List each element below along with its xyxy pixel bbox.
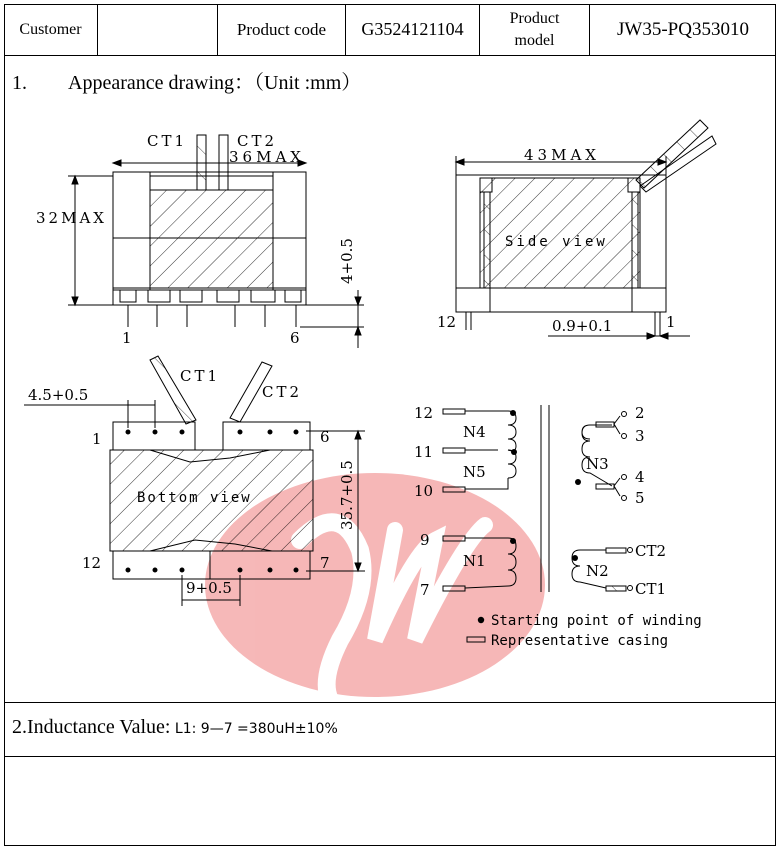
winding-n3: N3 bbox=[586, 455, 609, 473]
product-code-label: Product code bbox=[218, 4, 346, 55]
section-divider bbox=[4, 702, 776, 703]
bottom-height-dim: 35.7+0.5 bbox=[338, 460, 356, 530]
bottom-pin-1: 1 bbox=[92, 430, 102, 448]
winding-n4: N4 bbox=[463, 423, 486, 441]
front-width-dim: 36MAX bbox=[229, 148, 305, 166]
legend-starting-point: Starting point of winding bbox=[491, 613, 702, 629]
section2-title-text: 2.Inductance Value: bbox=[12, 716, 171, 738]
inductance-value: L1: 9—7 =380uH±10% bbox=[170, 721, 338, 737]
bottom-ct2-label: CT2 bbox=[262, 383, 303, 401]
schematic-pin-7: 7 bbox=[420, 581, 430, 599]
schematic-pin-5: 5 bbox=[635, 489, 645, 507]
side-view-label: Side view bbox=[505, 234, 608, 250]
front-height-dim: 32MAX bbox=[36, 209, 107, 227]
bottom-pin-12: 12 bbox=[82, 554, 102, 572]
schematic-pin-2: 2 bbox=[635, 404, 645, 422]
front-pin-1: 1 bbox=[122, 329, 132, 347]
section2-title bbox=[12, 716, 338, 739]
front-pin-6: 6 bbox=[290, 329, 300, 347]
schematic-pin-3: 3 bbox=[635, 427, 645, 445]
side-width-dim: 43MAX bbox=[524, 146, 600, 164]
side-pin-small: 1 bbox=[666, 313, 676, 331]
schematic-pin-10: 10 bbox=[414, 482, 434, 500]
product-model-label-line1: Product bbox=[509, 9, 560, 27]
product-model-value: JW35-PQ353010 bbox=[617, 18, 749, 40]
section1-number: 1. bbox=[12, 72, 27, 94]
schematic-pin-11: 11 bbox=[414, 443, 434, 461]
schematic-pin-12: 12 bbox=[414, 404, 434, 422]
winding-n1: N1 bbox=[463, 552, 486, 570]
bottom-ct1-label: CT1 bbox=[180, 367, 221, 385]
bottom-offset-dim: 4.5+0.5 bbox=[28, 386, 89, 404]
bottom-pin-7: 7 bbox=[320, 554, 330, 572]
winding-n5: N5 bbox=[463, 463, 486, 481]
front-view bbox=[68, 135, 364, 348]
side-pin-12: 12 bbox=[437, 313, 457, 331]
bottom-view-label: Bottom view bbox=[137, 490, 252, 506]
schematic-pin-9: 9 bbox=[420, 531, 430, 549]
section-divider-2 bbox=[4, 756, 776, 757]
front-ct1-label: CT1 bbox=[147, 132, 188, 150]
customer-label: Customer bbox=[4, 4, 98, 55]
schematic-ct2: CT2 bbox=[635, 542, 667, 560]
product-model-label-line2: model bbox=[514, 31, 555, 49]
legend-casing: Representative casing bbox=[491, 633, 669, 649]
schematic-ct1: CT1 bbox=[635, 580, 667, 598]
winding-n2: N2 bbox=[586, 562, 609, 580]
section1-title-text: Appearance drawing：（Unit :mm） bbox=[68, 72, 362, 94]
bottom-spacing-dim: 9+0.5 bbox=[186, 579, 232, 597]
front-pin-dim: 4+0.5 bbox=[338, 238, 356, 284]
product-code-value: G3524121104 bbox=[346, 4, 480, 55]
front-ct2-label: CT2 bbox=[237, 132, 278, 150]
side-pin-dim: 0.9+0.1 bbox=[552, 317, 613, 335]
bottom-pin-6: 6 bbox=[320, 428, 330, 446]
schematic-pin-4: 4 bbox=[635, 468, 645, 486]
